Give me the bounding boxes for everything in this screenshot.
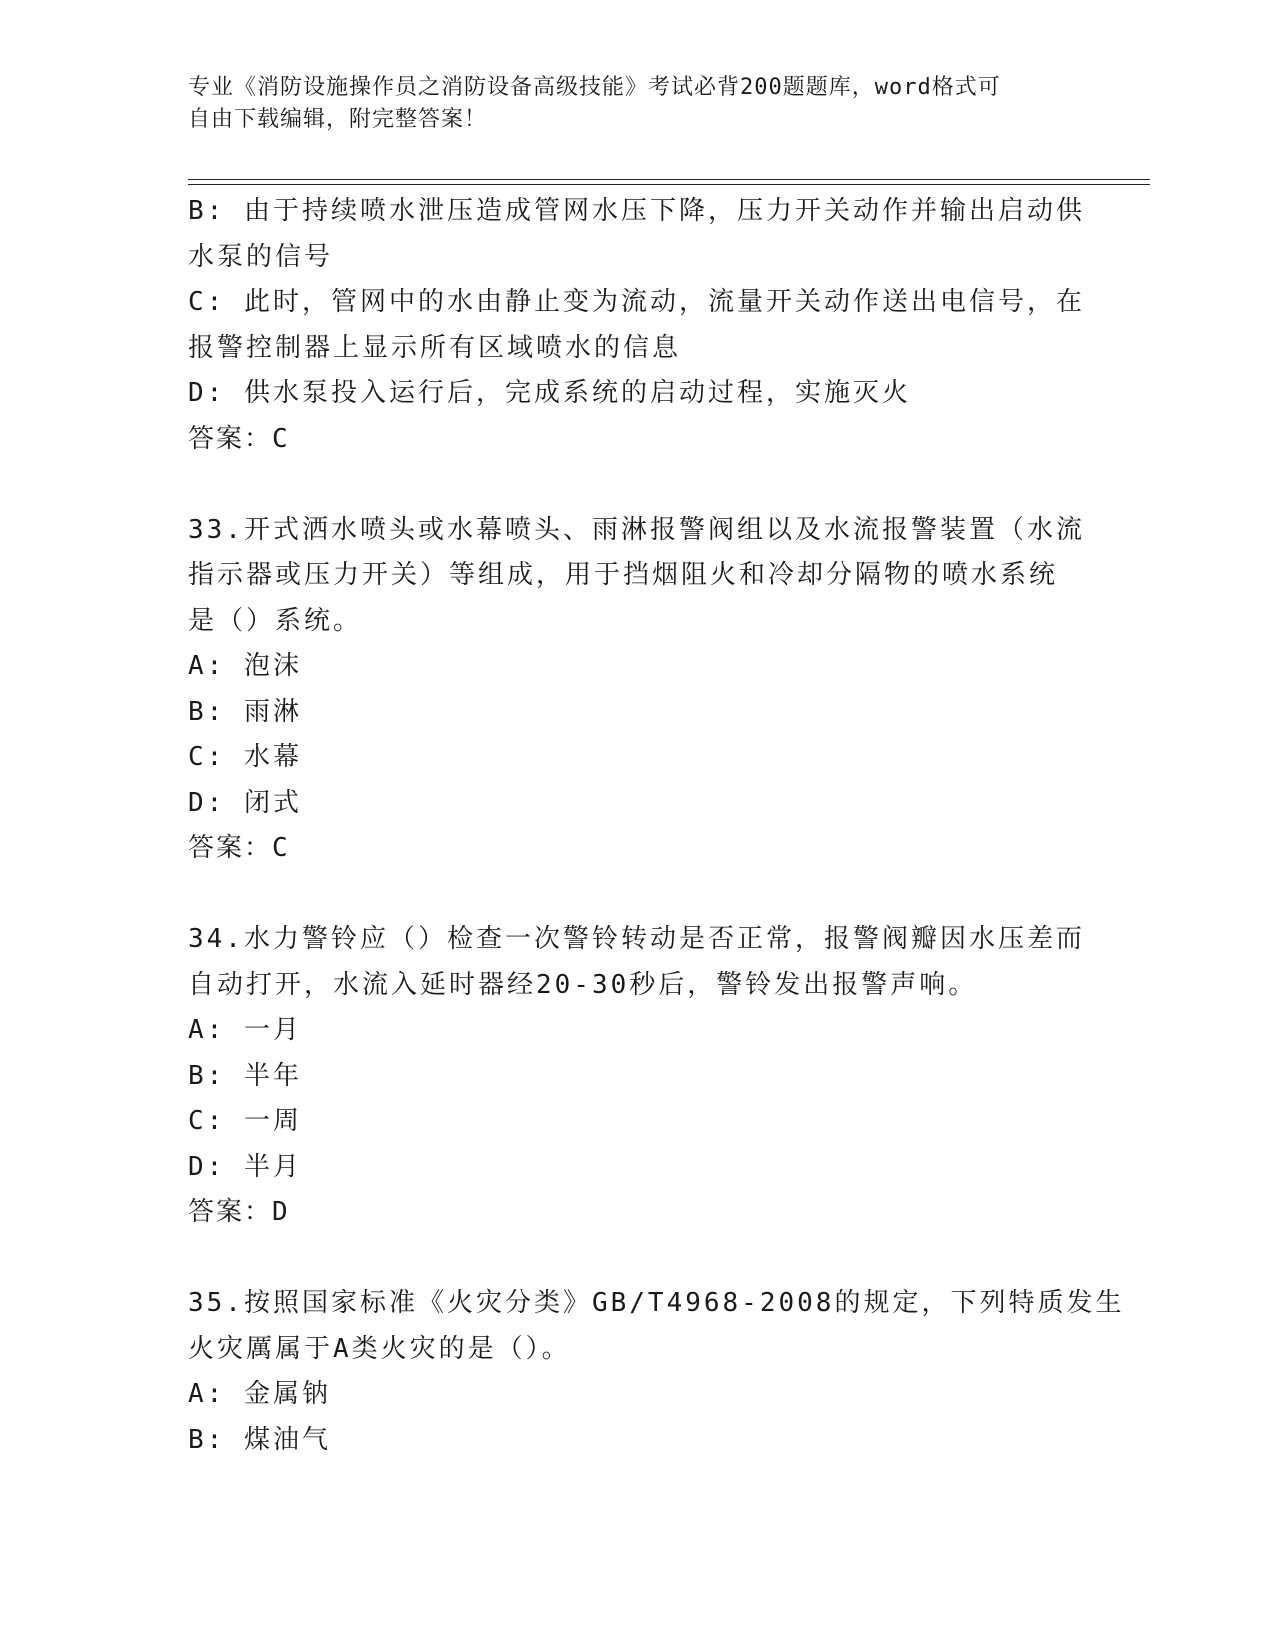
question-34 [188, 917, 1088, 1236]
option-text: 报警控制器上显示所有区域喷水的信息 [188, 332, 682, 363]
header-line-1: 专业《消防设施操作员之消防设备高级技能》考试必背200题题库，word格式可 [188, 75, 1001, 100]
answer-line: 答案：C [188, 423, 290, 454]
spacer [188, 1236, 1088, 1282]
option-c: C: 水幕 [188, 742, 302, 772]
question-stem: 火灾厲属于A类火灾的是（）。 [188, 1333, 571, 1364]
option-a: A: 泡沫 [188, 651, 302, 681]
option-a: A: 一月 [188, 1015, 302, 1045]
option-b: B: 雨淋 [188, 696, 302, 727]
option-b: B: 煤油气 [188, 1424, 331, 1455]
header-line-2: 自由下载编辑，附完整答案！ [188, 107, 488, 132]
option-d: D: 闭式 [188, 787, 302, 818]
option-c: C: 一周 [188, 1106, 302, 1136]
document-body [188, 189, 1125, 1463]
question-33 [188, 508, 1088, 872]
question-stem: 34.水力警铃应（）检查一次警铃转动是否正常，报警阀瓣因水压差而 [188, 924, 1085, 954]
header-divider-bottom [188, 184, 1150, 185]
question-stem: 是（）系统。 [188, 605, 363, 636]
option-text: C: 此时，管网中的水由静止变为流动，流量开关动作送出电信号，在 [188, 287, 1085, 317]
option-text: B: 由于持续喷水泄压造成管网水压下降，压力开关动作并输出启动供 [188, 196, 1085, 226]
question-35 [188, 1281, 1125, 1463]
spacer [188, 872, 1088, 918]
question-stem: 35.按照国家标准《火灾分类》GB/T4968-2008的规定，下列特质发生 [188, 1288, 1125, 1318]
option-b: B: 半年 [188, 1060, 302, 1091]
header-divider-top [188, 179, 1150, 180]
option-d: D: 半月 [188, 1151, 302, 1182]
answer-line: 答案：D [188, 1197, 290, 1227]
answer-line: 答案：C [188, 833, 290, 863]
question-stem: 指示器或压力开关）等组成，用于挡烟阻火和冷却分隔物的喷水系统 [188, 560, 1059, 590]
option-text: D: 供水泵投入运行后，完成系统的启动过程，实施灭火 [188, 378, 911, 408]
question-stem: 自动打开，水流入延时器经20-30秒后，警铃发出报警声响。 [188, 969, 978, 1000]
spacer [188, 462, 1088, 508]
question-stem: 33.开式洒水喷头或水幕喷头、雨淋报警阀组以及水流报警装置（水流 [188, 514, 1085, 545]
option-text: 水泵的信号 [188, 241, 334, 272]
document-header [188, 72, 1068, 136]
question-32-continued [188, 189, 1088, 462]
option-a: A: 金属钠 [188, 1379, 331, 1409]
